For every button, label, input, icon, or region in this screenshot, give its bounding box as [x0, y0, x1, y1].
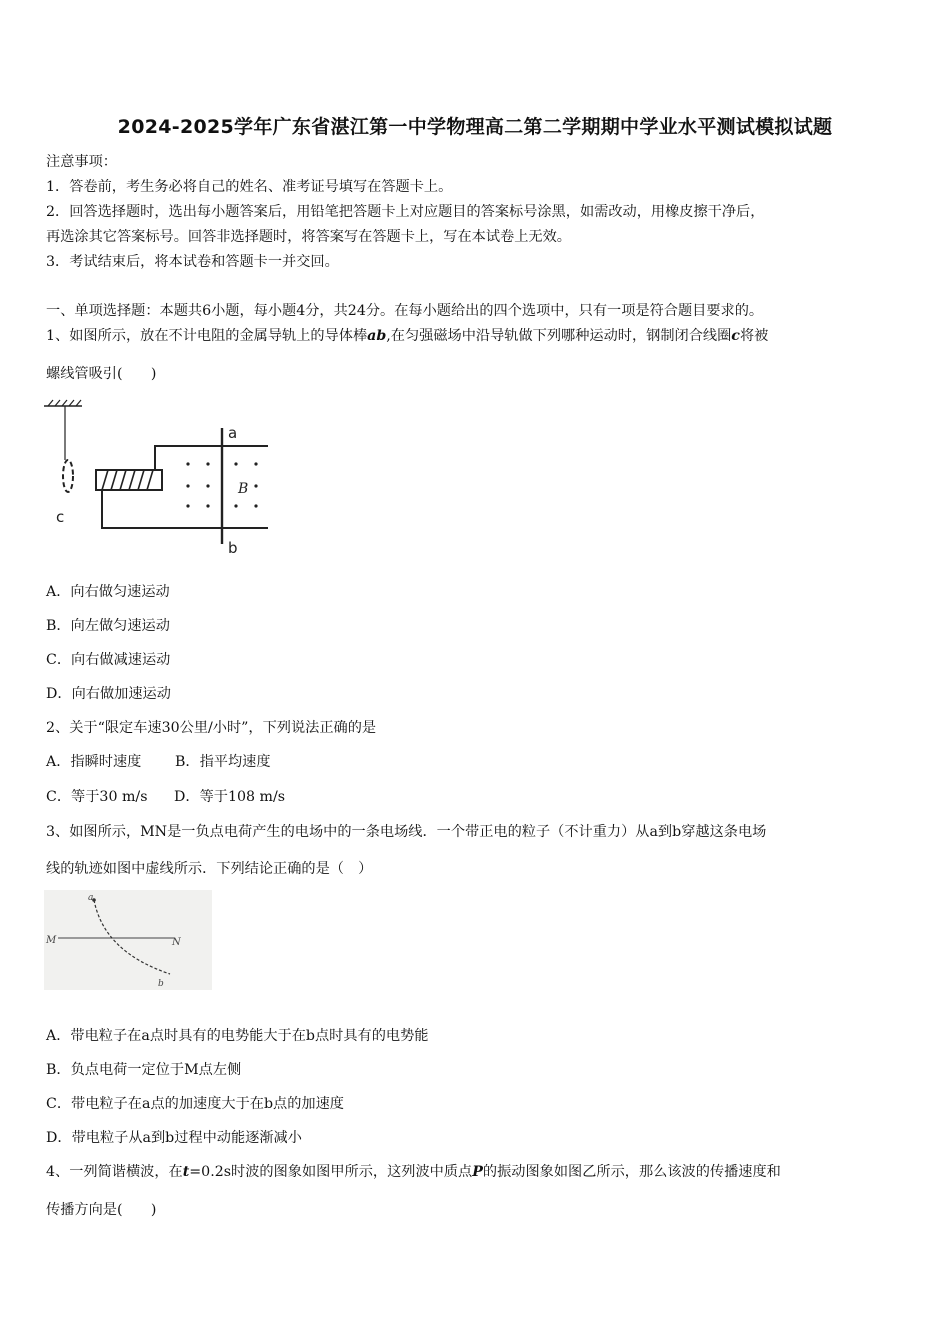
q3-option-c: C．带电粒子在a点的加速度大于在b点的加速度 — [46, 1096, 344, 1112]
label-b: b — [228, 539, 238, 556]
q4-stem-part3: 的振动图象如图乙所示，那么该波的传播速度和 — [482, 1164, 781, 1180]
label-b: b — [158, 979, 164, 989]
q1-figure — [40, 398, 280, 556]
q4-time-symbol: t — [182, 1164, 190, 1180]
label-a: a — [88, 893, 94, 903]
q3-option-a: A．带电粒子在a点时具有的电势能大于在b点时具有的电势能 — [46, 1028, 429, 1044]
q2-stem: 2、关于“限定车速30公里/小时”，下列说法正确的是 — [46, 720, 377, 736]
q3-figure — [44, 890, 212, 990]
q4-stem-part2: =0.2s时波的图象如图甲所示，这列波中质点 — [189, 1164, 473, 1180]
q3-stem-line1: 3、如图所示，MN是一负点电荷产生的电场中的一条电场线．一个带正电的粒子（不计重力）从a到b穿越这条电场 — [46, 824, 767, 840]
label-M: M — [46, 935, 57, 946]
q1-coil-label: c — [731, 328, 740, 344]
q2-option-d: D．等于108 m/s — [174, 789, 286, 805]
ring-c — [63, 460, 73, 492]
q1-stem-line2: 螺线管吸引( ) — [46, 366, 157, 382]
label-a: a — [228, 424, 238, 442]
q1-stem-part3: 将被 — [739, 328, 769, 344]
q1-stem-part1: 1、如图所示，放在不计电阻的金属导轨上的导体棒 — [46, 328, 368, 344]
q4-point-symbol: P — [472, 1164, 483, 1180]
q4-stem-line2: 传播方向是( ) — [46, 1202, 157, 1218]
q4-stem-line1 — [46, 1162, 916, 1182]
q3-stem-line2: 线的轨迹如图中虚线所示．下列结论正确的是（ ） — [46, 861, 373, 877]
notice-item-3: 3．考试结束后，将本试卷和答题卡一并交回。 — [46, 254, 339, 270]
section-heading: 一、单项选择题：本题共6小题，每小题4分，共24分。在每小题给出的四个选项中，只有一项是符合题目要求的。 — [46, 303, 764, 319]
label-N: N — [172, 937, 181, 948]
q3-option-d: D．带电粒子从a到b过程中动能逐渐减小 — [46, 1130, 302, 1146]
q1-stem-line1 — [46, 326, 916, 346]
q1-stem-part2: ,在匀强磁场中沿导轨做下列哪种运动时，钢制闭合线圈 — [386, 328, 732, 344]
notice-heading: 注意事项： — [46, 154, 117, 170]
label-c: c — [56, 508, 65, 526]
q2-option-a: A．指瞬时速度 — [46, 754, 142, 770]
q1-option-a: A．向右做匀速运动 — [46, 584, 170, 600]
q2-option-c: C．等于30 m/s — [46, 789, 148, 805]
top-wire — [155, 446, 268, 470]
notice-item-2: 2．回答选择题时，选出每小题答案后，用铅笔把答题卡上对应题目的答案标号涂黑，如需改动，用橡皮擦干净后， — [46, 204, 765, 220]
notice-item-1: 1．答卷前，考生务必将自己的姓名、准考证号填写在答题卡上。 — [46, 179, 453, 195]
figure-background — [44, 890, 212, 990]
ceiling-hatch — [48, 400, 81, 406]
q1-option-c: C．向右做减速运动 — [46, 652, 171, 668]
notice-item-2-cont: 再选涂其它答案标号。回答非选择题时，将答案写在答题卡上，写在本试卷上无效。 — [46, 229, 571, 245]
q2-option-b: B．指平均速度 — [175, 754, 271, 770]
q1-rod-label: ab — [367, 328, 387, 344]
q1-option-d: D．向右做加速运动 — [46, 686, 171, 702]
label-B: B — [238, 481, 249, 497]
page-title: 2024-2025学年广东省湛江第一中学物理高二第二学期期中学业水平测试模拟试题 — [117, 116, 833, 138]
q3-option-b: B．负点电荷一定位于M点左侧 — [46, 1062, 242, 1078]
q1-option-b: B．向左做匀速运动 — [46, 618, 170, 634]
q4-stem-part1: 4、一列简谐横波，在 — [46, 1164, 183, 1180]
